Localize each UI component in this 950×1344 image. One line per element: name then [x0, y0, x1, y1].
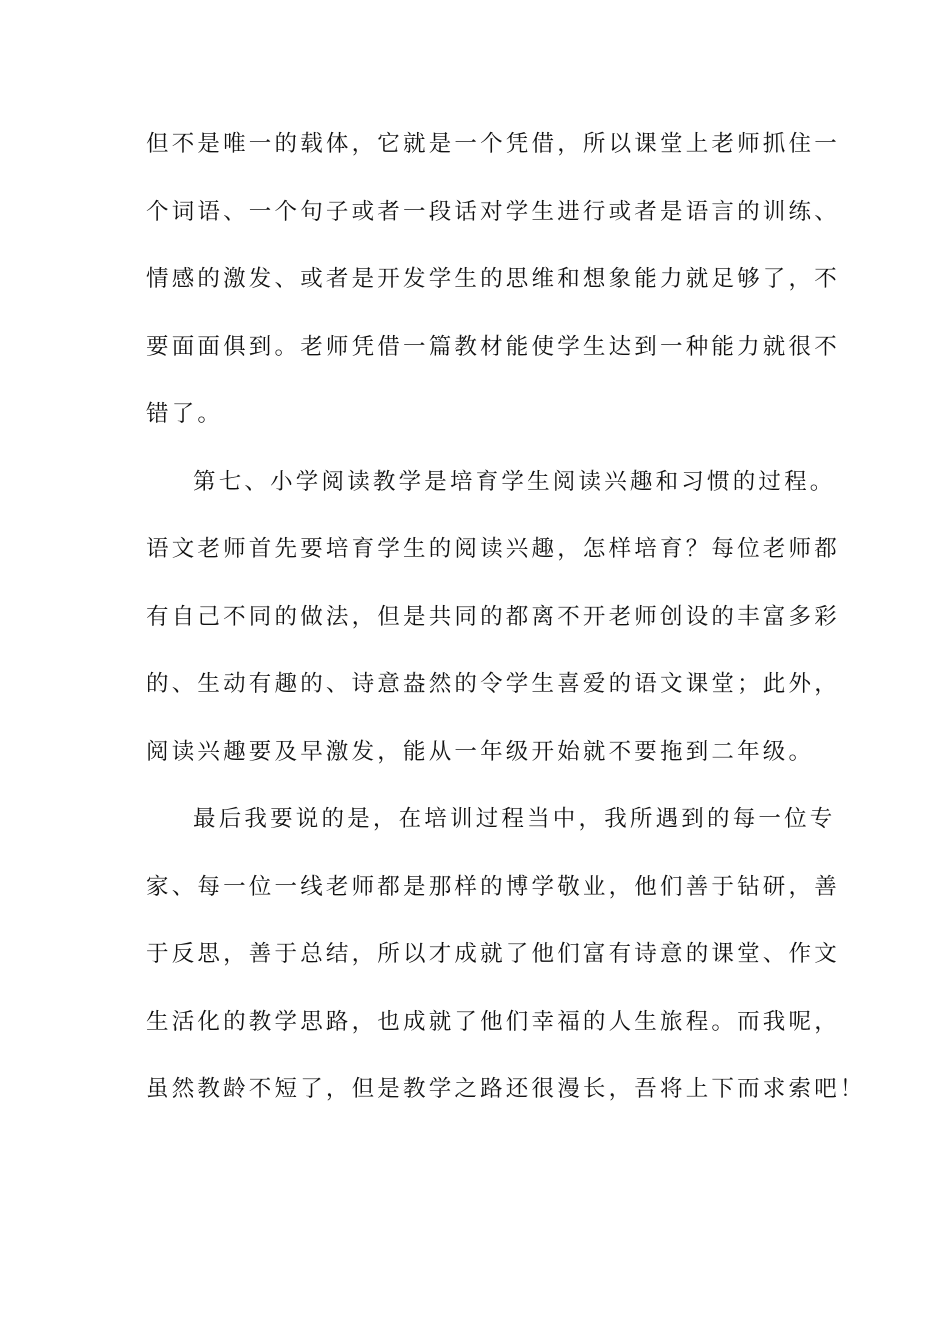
body-text — [146, 126, 866, 1139]
text-line: 的、生动有趣的、诗意盎然的令学生喜爱的语文课堂；此外， — [146, 671, 840, 697]
text-line: 个词语、一个句子或者一段话对学生进行或者是语言的训练、 — [146, 198, 840, 225]
text-line: 语文老师首先要培育学生的阅读兴趣，怎样培育？每位老师都 — [146, 536, 840, 562]
text-line: 错了。 — [146, 401, 224, 427]
text-line: 于反思，善于总结，所以才成就了他们富有诗意的课堂、作文 — [146, 941, 840, 967]
paragraph-first-line: 第七、小学阅读教学是培育学生阅读兴趣和习惯的过程。 — [193, 468, 836, 495]
text-line: 情感的激发、或者是开发学生的思维和想象能力就足够了，不 — [146, 266, 840, 292]
text-line: 阅读兴趣要及早激发，能从一年级开始就不要拖到二年级。 — [146, 738, 815, 765]
text-line: 但不是唯一的载体，它就是一个凭借，所以课堂上老师抓住一 — [146, 131, 840, 157]
text-line: 要面面俱到。老师凭借一篇教材能使学生达到一种能力就很不 — [146, 333, 840, 360]
text-line: 家、每一位一线老师都是那样的博学敬业，他们善于钻研，善 — [146, 873, 840, 900]
text-line: 有自己不同的做法，但是共同的都离不开老师创设的丰富多彩 — [146, 603, 840, 630]
paragraph-first-line: 最后我要说的是，在培训过程当中，我所遇到的每一位专 — [193, 806, 836, 832]
text-line: 生活化的教学思路，也成就了他们幸福的人生旅程。而我呢， — [146, 1008, 840, 1035]
text-line: 虽然教龄不短了，但是教学之路还很漫长，吾将上下而求索吧！ — [146, 1076, 866, 1102]
